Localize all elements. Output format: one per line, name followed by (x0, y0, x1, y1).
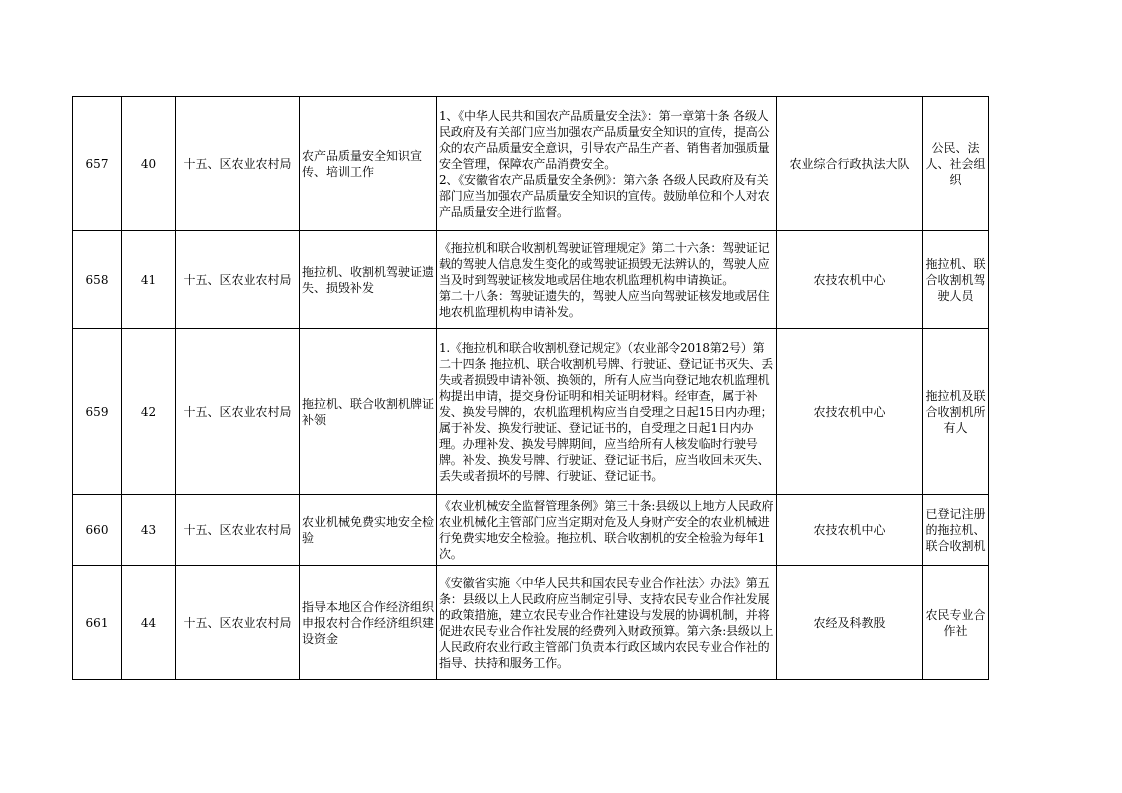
serial-number: 660 (73, 495, 122, 566)
table-row (73, 566, 989, 680)
serial-number: 658 (73, 231, 122, 329)
legal-basis-paragraph: 2、《安徽省农产品质量安全条例》：第六条 各级人民政府及有关部门应当加强农产品质量安全知识的宣传。鼓励单位和个人对农产品质量安全进行监督。 (439, 172, 770, 219)
legal-basis (437, 231, 777, 329)
department: 十五、区农业农村局 (176, 495, 300, 566)
item-name: 拖拉机、收割机驾驶证遗失、损毁补发 (300, 231, 437, 329)
service-object: 拖拉机、联合收割机驾驶人员 (923, 231, 989, 329)
item-name: 指导本地区合作经济组织申报农村合作经济组织建设资金 (300, 566, 437, 680)
table-row (73, 329, 989, 495)
legal-basis-paragraph: 《安徽省实施〈中华人民共和国农民专业合作社法〉办法》第五条：县级以上人民政府应当制定引导、支持农民专业合作社发展的政策措施，建立农民专业合作社建设与发展的协调机制，并将促进农民专业合作社发展的经费列入财政预算。第六条:县级以上人民政府农业行政主管部门负责本行政区域内农民专业合作社的指导、扶持和服务工作。 (439, 575, 774, 670)
sub-number: 44 (122, 566, 176, 680)
legal-basis (437, 97, 777, 231)
serial-number: 661 (73, 566, 122, 680)
service-object: 公民、法人、社会组织 (923, 97, 989, 231)
item-name: 农产品质量安全知识宣传、培训工作 (300, 97, 437, 231)
service-object: 拖拉机及联合收割机所有人 (923, 329, 989, 495)
sub-number: 40 (122, 97, 176, 231)
sub-number: 41 (122, 231, 176, 329)
matters-table (72, 96, 989, 680)
department: 十五、区农业农村局 (176, 566, 300, 680)
legal-basis-paragraph: 第二十八条：驾驶证遗失的，驾驶人应当向驾驶证核发地或居住地农机监理机构申请补发。 (439, 288, 770, 319)
responsible-unit: 农经及科教股 (777, 566, 923, 680)
responsible-unit: 农业综合行政执法大队 (777, 97, 923, 231)
department: 十五、区农业农村局 (176, 329, 300, 495)
sub-number: 42 (122, 329, 176, 495)
legal-basis-paragraph: 《拖拉机和联合收割机驾驶证管理规定》第二十六条：驾驶证记载的驾驶人信息发生变化的或驾驶证损毁无法辨认的，驾驶人应当及时到驾驶证核发地或居住地农机监理机构申请换证。 (439, 240, 770, 287)
service-object: 农民专业合作社 (923, 566, 989, 680)
legal-basis (437, 495, 777, 566)
legal-basis-paragraph: 1、《中华人民共和国农产品质量安全法》：第一章第十条 各级人民政府及有关部门应当加强农产品质量安全知识的宣传，提高公众的农产品质量安全意识，引导农产品生产者、销售者加强质量安全管理，保障农产品消费安全。 (439, 108, 770, 171)
legal-basis-paragraph: 1.《拖拉机和联合收割机登记规定》（农业部令2018第2号）第二十四条 拖拉机、联合收割机号牌、行驶证、登记证书灭失、丢失或者损毁申请补领、换领的，所有人应当向登记地农机监理机构提出申请，提交身份证明和相关证明材料。经审查，属于补发、换发号牌的，农机监理机构应当自受理之日起15日内办理；属于补发、换发行驶证、登记证书的，自受理之日起1日内办理。办理补发、换发号牌期间，应当给所有人核发临时行驶号牌。补发、换发号牌、行驶证、登记证书后，应当收回未灭失、丢失或者损坏的号牌、行驶证、登记证书。 (439, 340, 774, 483)
table-row (73, 495, 989, 566)
department: 十五、区农业农村局 (176, 231, 300, 329)
item-name: 农业机械免费实地安全检验 (300, 495, 437, 566)
table-row (73, 231, 989, 329)
responsible-unit: 农技农机中心 (777, 231, 923, 329)
serial-number: 657 (73, 97, 122, 231)
table-row (73, 97, 989, 231)
service-object: 已登记注册的拖拉机、联合收割机 (923, 495, 989, 566)
legal-basis-paragraph: 《农业机械安全监督管理条例》第三十条:县级以上地方人民政府农业机械化主管部门应当定期对危及人身财产安全的农业机械进行免费实地安全检验。拖拉机、联合收割机的安全检验为每年1次。 (439, 499, 774, 561)
responsible-unit: 农技农机中心 (777, 329, 923, 495)
item-name: 拖拉机、联合收割机牌证补领 (300, 329, 437, 495)
responsible-unit: 农技农机中心 (777, 495, 923, 566)
sub-number: 43 (122, 495, 176, 566)
department: 十五、区农业农村局 (176, 97, 300, 231)
legal-basis (437, 566, 777, 680)
legal-basis (437, 329, 777, 495)
serial-number: 659 (73, 329, 122, 495)
